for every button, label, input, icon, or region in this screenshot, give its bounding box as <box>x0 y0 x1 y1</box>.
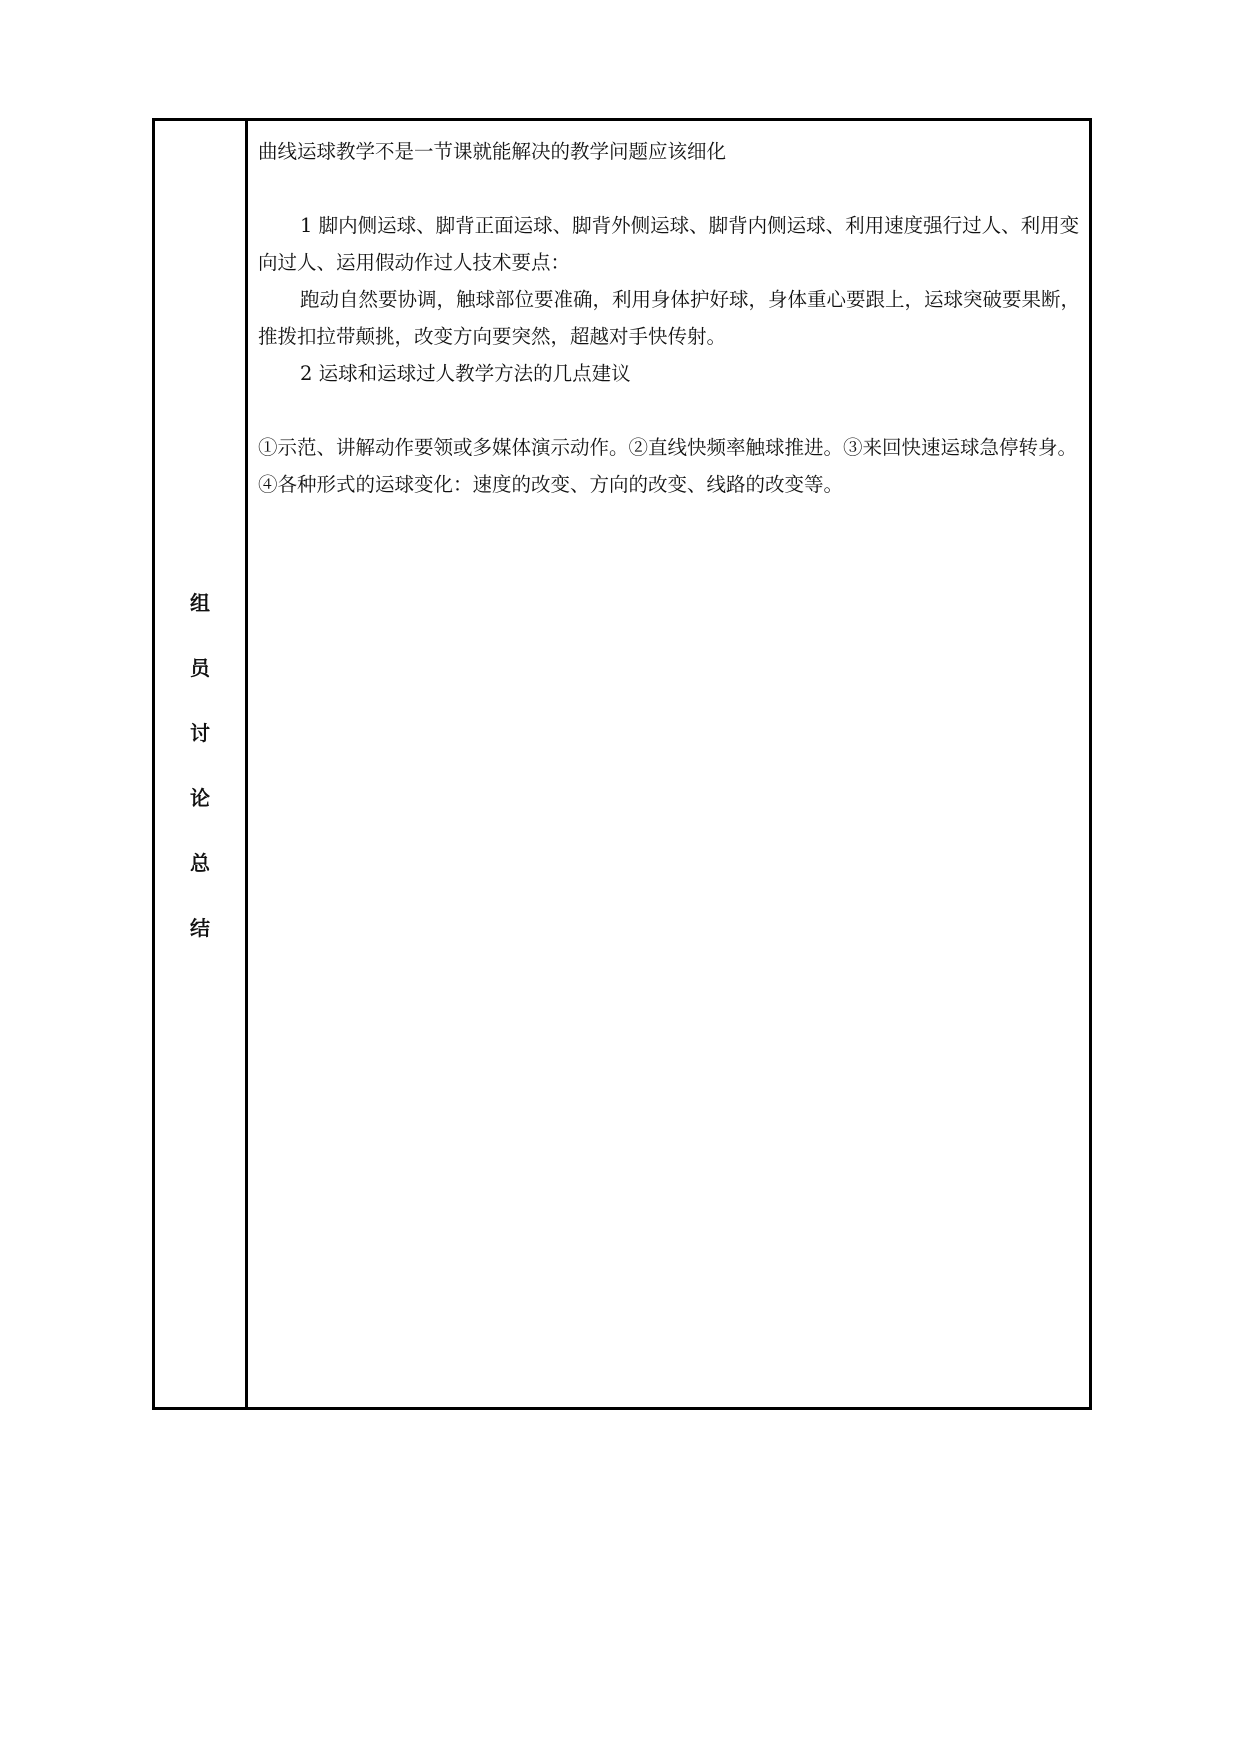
content-heading: 曲线运球教学不是一节课就能解决的教学问题应该细化 <box>258 140 727 163</box>
point1-body: 跑动自然要协调，触球部位要准确，利用身体护好球，身体重心要跟上，运球突破要果断，推拨扣拉带颠挑，改变方向要突然，超越对手快传射。 <box>258 288 1081 348</box>
label-cell <box>155 121 248 1407</box>
content-cell <box>248 121 1089 1407</box>
label-char: 讨 <box>190 721 210 745</box>
label-char: 结 <box>190 916 210 940</box>
label-char: 员 <box>190 656 210 680</box>
point1-title: 1 脚内侧运球、脚背正面运球、脚背外侧运球、脚背内侧运球、利用速度强行过人、利用变向过人、运用假动作过人技术要点： <box>258 214 1080 274</box>
point2-title: 2 运球和运球过人教学方法的几点建议 <box>300 362 631 385</box>
label-char: 总 <box>190 851 210 875</box>
summary-table <box>152 118 1092 1410</box>
label-char: 论 <box>190 786 210 810</box>
point2-body: ①示范、讲解动作要领或多媒体演示动作。②直线快频率触球推进。③来回快速运球急停转身。④各种形式的运球变化：速度的改变、方向的改变、线路的改变等。 <box>258 436 1078 496</box>
label-stack <box>155 591 245 981</box>
label-char: 组 <box>190 591 210 615</box>
